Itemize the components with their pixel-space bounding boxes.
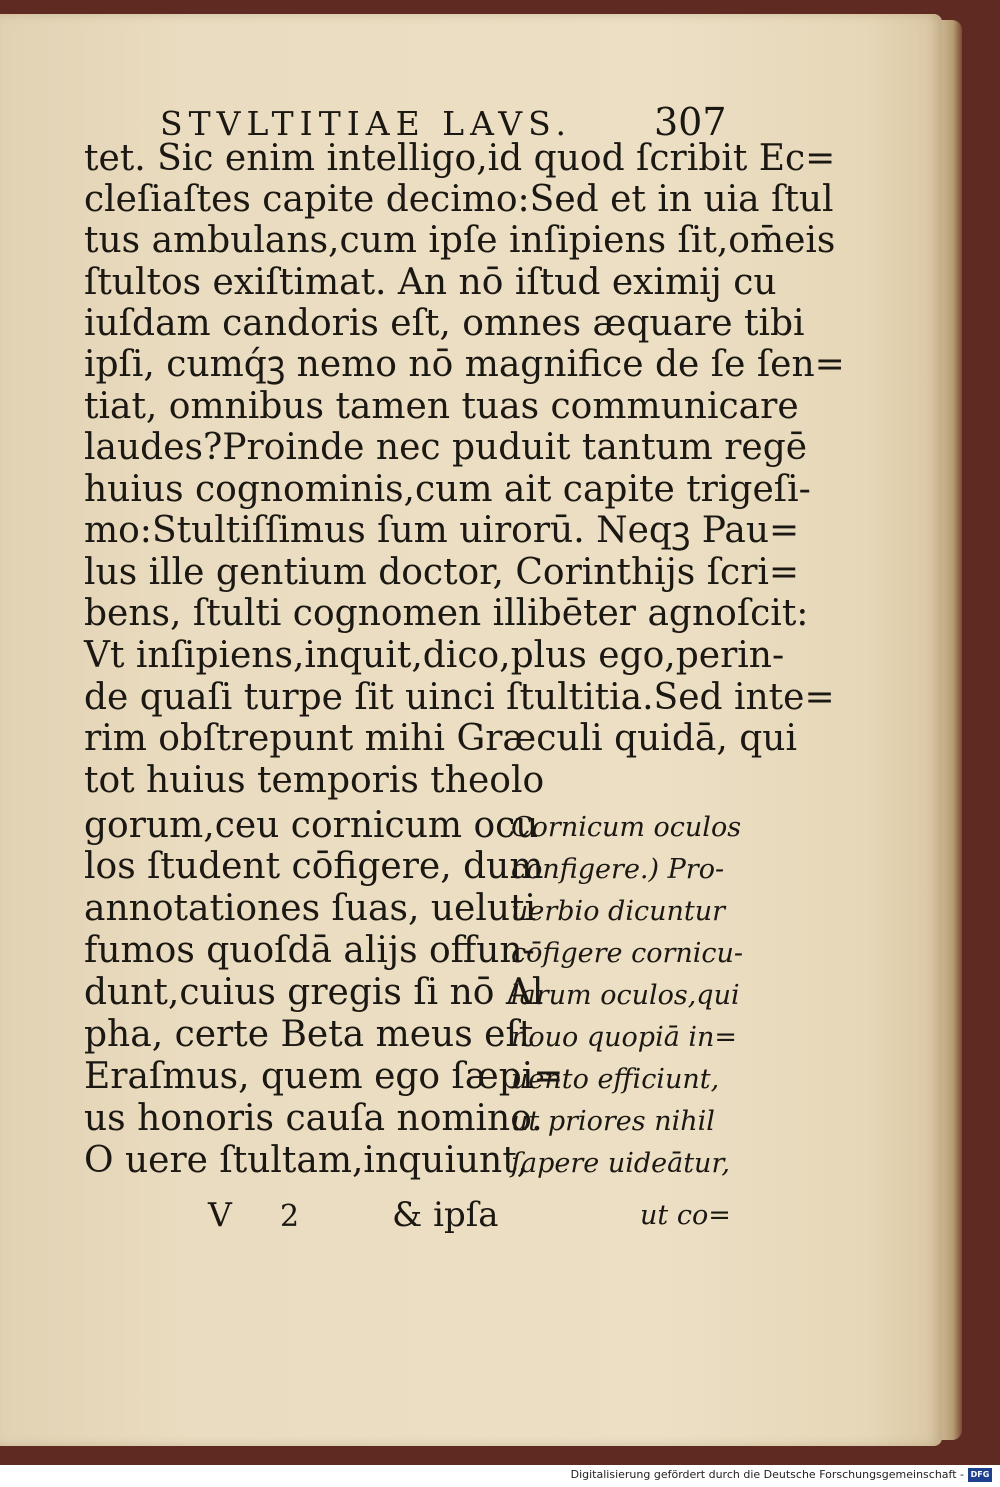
- running-title: STVLTITIAE LAVS.: [160, 104, 573, 143]
- column-line: pha, certe Beta meus eſt: [84, 1014, 534, 1055]
- column-line: annotationes ſuas, ueluti: [84, 888, 537, 929]
- body-line: rim obſtrepunt mihi Græculi quidā, qui: [84, 718, 797, 759]
- body-line: lus ille gentium doctor, Corinthijs ſcri=: [84, 552, 800, 593]
- body-line: de quaſi turpe ſit uinci ſtultitia.Sed inte=: [84, 677, 835, 718]
- body-line: Vt inſipiens,inquit,dico,plus ego,perin-: [84, 635, 785, 676]
- funding-credit: Digitalisierung gefördert durch die Deutsche Forschungsgemeinschaft -: [570, 1468, 964, 1481]
- page-edge: [940, 20, 962, 1440]
- margin-line: configere.) Pro-: [511, 854, 725, 885]
- body-line: ipſi, cumq́ꝫ nemo nō magnifice de ſe ſen=: [84, 344, 845, 385]
- body-line: ſtultos exiſtimat. An nō iſtud eximij cu: [84, 262, 777, 303]
- footer-bar: [0, 1465, 1000, 1487]
- body-line: tiat, omnibus tamen tuas communicare: [84, 386, 799, 427]
- margin-line: ſapere uideātur,: [511, 1148, 730, 1179]
- body-line: iuſdam candoris eſt, omnes æquare tibi: [84, 303, 805, 344]
- body-line: tus ambulans,cum ipſe inſipiens ſit,om̄eis: [84, 220, 836, 261]
- body-line: tot huius temporis theolo: [84, 760, 545, 801]
- body-line: bens, ſtulti cognomen illibēter agnoſcit:: [84, 593, 809, 634]
- column-line: fumos quoſdā alijs offun-: [84, 930, 535, 971]
- margin-line: larum oculos,qui: [511, 980, 740, 1011]
- body-line: mo:Stultiſſimus ſum uirorū. Neqꝫ Pau=: [84, 510, 800, 551]
- margin-line: uerbio dicuntur: [511, 896, 725, 927]
- margin-line: nouo quopiā in=: [511, 1022, 738, 1053]
- catchword: & ipſa: [392, 1195, 499, 1235]
- dfg-logo[interactable]: DFG: [968, 1468, 992, 1482]
- page-number: 307: [654, 100, 727, 144]
- body-line: huius cognominis,cum ait capite trigeſi-: [84, 469, 811, 510]
- margin-line: ut priores nihil: [511, 1106, 715, 1137]
- column-line: gorum,ceu cornicum ocu: [84, 805, 539, 846]
- column-line: dunt,cuius gregis ſi nō Al: [84, 972, 544, 1013]
- margin-line: cōfigere cornicu-: [511, 938, 744, 969]
- column-line: Eraſmus, quem ego ſæpi=: [84, 1056, 564, 1097]
- column-line: O uere ſtultam,inquiunt,: [84, 1140, 529, 1181]
- column-line: los ſtudent cōfigere, dum: [84, 846, 544, 887]
- margin-line: Cornicum oculos: [511, 812, 742, 843]
- margin-line: uento efficiunt,: [511, 1064, 720, 1095]
- body-line: cleſiaſtes capite decimo:Sed et in uia ſtul: [84, 179, 834, 220]
- body-line: laudes?Proinde nec puduit tantum regē: [84, 427, 808, 468]
- column-line: us honoris cauſa nomino.: [84, 1098, 543, 1139]
- signature-mark: V: [208, 1195, 232, 1234]
- margin-catchword: ut co=: [640, 1200, 731, 1231]
- signature-number: 2: [280, 1199, 300, 1234]
- body-line: tet. Sic enim intelligo,id quod ſcribit Ec=: [84, 138, 836, 179]
